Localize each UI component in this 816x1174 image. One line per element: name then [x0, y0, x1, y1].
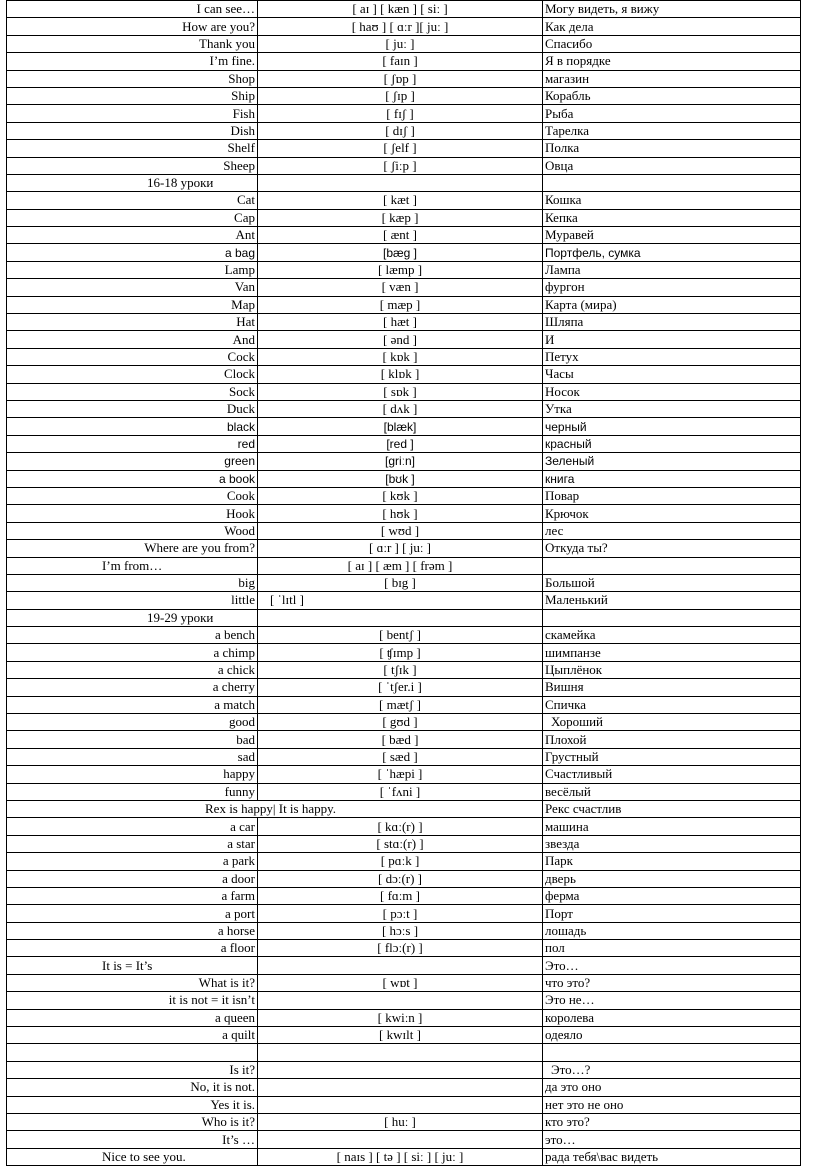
- transcription: [ sæd ]: [258, 748, 543, 765]
- transcription: [258, 1079, 543, 1096]
- english-word: Lamp: [7, 261, 258, 278]
- english-word: Thank you: [7, 35, 258, 52]
- english-word: Is it?: [7, 1061, 258, 1078]
- vocabulary-row: [7, 53, 801, 70]
- russian-translation: Откуда ты?: [543, 540, 801, 557]
- english-word: a match: [7, 696, 258, 713]
- russian-translation: Овца: [543, 157, 801, 174]
- russian-translation: что это?: [543, 974, 801, 991]
- transcription: [ faɪn ]: [258, 53, 543, 70]
- russian-translation: дверь: [543, 870, 801, 887]
- transcription: [ tʃɪk ]: [258, 661, 543, 678]
- transcription: [ wʊd ]: [258, 522, 543, 539]
- vocabulary-row: [7, 1114, 801, 1131]
- transcription: [ dʌk ]: [258, 400, 543, 417]
- russian-translation: Крючок: [543, 505, 801, 522]
- english-word: Hat: [7, 314, 258, 331]
- vocabulary-row: [7, 87, 801, 104]
- vocabulary-row: [7, 800, 801, 817]
- english-word: red: [7, 435, 258, 452]
- russian-translation: Плохой: [543, 731, 801, 748]
- vocabulary-row: [7, 244, 801, 261]
- russian-translation: фургон: [543, 279, 801, 296]
- transcription: [ sɒk ]: [258, 383, 543, 400]
- vocabulary-row: [7, 453, 801, 470]
- vocabulary-row: [7, 540, 801, 557]
- transcription: [bæg ]: [258, 244, 543, 261]
- vocabulary-row: [7, 679, 801, 696]
- transcription: [ klɒk ]: [258, 366, 543, 383]
- english-word: Fish: [7, 105, 258, 122]
- vocabulary-row: [7, 261, 801, 278]
- vocabulary-row: [7, 35, 801, 52]
- russian-translation: Шляпа: [543, 314, 801, 331]
- russian-translation: [543, 1044, 801, 1061]
- russian-translation: это…: [543, 1131, 801, 1148]
- english-word: a star: [7, 835, 258, 852]
- english-word: a cherry: [7, 679, 258, 696]
- russian-translation: лес: [543, 522, 801, 539]
- vocabulary-row: [7, 487, 801, 504]
- russian-translation: И: [543, 331, 801, 348]
- english-word: Cook: [7, 487, 258, 504]
- section-header-row: [7, 609, 801, 626]
- vocabulary-row: [7, 192, 801, 209]
- vocabulary-row: [7, 435, 801, 452]
- vocabulary-row: [7, 1131, 801, 1148]
- russian-translation: Маленький: [543, 592, 801, 609]
- russian-translation: Утка: [543, 400, 801, 417]
- vocabulary-row: [7, 1044, 801, 1061]
- english-word: Cock: [7, 348, 258, 365]
- empty-cell: [543, 174, 801, 191]
- transcription: [ pɔːt ]: [258, 905, 543, 922]
- transcription: [ bɪg ]: [258, 574, 543, 591]
- transcription: [ fɑːm ]: [258, 887, 543, 904]
- transcription: [ hʊk ]: [258, 505, 543, 522]
- russian-translation: Это не…: [543, 992, 801, 1009]
- transcription: [ fɪʃ ]: [258, 105, 543, 122]
- english-word: a chimp: [7, 644, 258, 661]
- vocabulary-row: [7, 922, 801, 939]
- english-word: Map: [7, 296, 258, 313]
- transcription: [blæk]: [258, 418, 543, 435]
- english-word: good: [7, 714, 258, 731]
- transcription: [ ˈtʃer.i ]: [258, 679, 543, 696]
- russian-translation: ферма: [543, 887, 801, 904]
- english-word: Ant: [7, 227, 258, 244]
- vocabulary-row: [7, 853, 801, 870]
- vocabulary-row: [7, 522, 801, 539]
- transcription: [ ʃɒp ]: [258, 70, 543, 87]
- transcription: [ stɑː(r) ]: [258, 835, 543, 852]
- transcription: [258, 1131, 543, 1148]
- russian-translation: Карта (мира): [543, 296, 801, 313]
- russian-translation: Как дела: [543, 18, 801, 35]
- russian-translation: кто это?: [543, 1114, 801, 1131]
- english-phrase: Rex is happy| It is happy.: [7, 800, 543, 817]
- english-word: a car: [7, 818, 258, 835]
- vocabulary-row: [7, 1009, 801, 1026]
- vocabulary-row: [7, 157, 801, 174]
- vocabulary-row: [7, 870, 801, 887]
- english-word: Who is it?: [7, 1114, 258, 1131]
- russian-translation: Петух: [543, 348, 801, 365]
- transcription: [ kæp ]: [258, 209, 543, 226]
- vocabulary-row: [7, 557, 801, 574]
- russian-translation: звезда: [543, 835, 801, 852]
- transcription: [ kɑː(r) ]: [258, 818, 543, 835]
- english-word: Duck: [7, 400, 258, 417]
- vocabulary-table: [6, 0, 801, 1166]
- russian-translation: [543, 557, 801, 574]
- english-word: And: [7, 331, 258, 348]
- russian-translation: одеяло: [543, 1027, 801, 1044]
- vocabulary-row: [7, 122, 801, 139]
- transcription: [ kɒk ]: [258, 348, 543, 365]
- russian-translation: весёлый: [543, 783, 801, 800]
- english-word: a farm: [7, 887, 258, 904]
- vocabulary-row: [7, 400, 801, 417]
- vocabulary-row: [7, 905, 801, 922]
- english-word: bad: [7, 731, 258, 748]
- transcription: [ kʊk ]: [258, 487, 543, 504]
- english-word: a door: [7, 870, 258, 887]
- section-header-row: [7, 174, 801, 191]
- russian-translation: Тарелка: [543, 122, 801, 139]
- transcription: [258, 1096, 543, 1113]
- vocabulary-row: [7, 783, 801, 800]
- russian-translation: королева: [543, 1009, 801, 1026]
- english-word: Cap: [7, 209, 258, 226]
- english-word: funny: [7, 783, 258, 800]
- russian-translation: Это…?: [543, 1061, 801, 1078]
- vocabulary-row: [7, 748, 801, 765]
- english-word: I’m fine.: [7, 53, 258, 70]
- vocabulary-row: [7, 644, 801, 661]
- transcription: [258, 992, 543, 1009]
- vocabulary-row: [7, 818, 801, 835]
- transcription: [258, 1061, 543, 1078]
- english-word: a queen: [7, 1009, 258, 1026]
- english-word: No, it is not.: [7, 1079, 258, 1096]
- transcription: [ ænt ]: [258, 227, 543, 244]
- vocabulary-row: [7, 209, 801, 226]
- vocabulary-row: [7, 331, 801, 348]
- russian-translation: Я в порядке: [543, 53, 801, 70]
- transcription: [ bentʃ ]: [258, 627, 543, 644]
- english-word: How are you?: [7, 18, 258, 35]
- transcription: [ gʊd ]: [258, 714, 543, 731]
- english-word: It’s …: [7, 1131, 258, 1148]
- russian-translation: черный: [543, 418, 801, 435]
- english-word: a port: [7, 905, 258, 922]
- english-word: Sheep: [7, 157, 258, 174]
- transcription: [griːn]: [258, 453, 543, 470]
- vocabulary-row: [7, 279, 801, 296]
- vocabulary-table-body: [7, 1, 801, 1166]
- vocabulary-row: [7, 348, 801, 365]
- russian-translation: Зеленый: [543, 453, 801, 470]
- english-word: Cat: [7, 192, 258, 209]
- english-word: [7, 1044, 258, 1061]
- transcription: [ ʧɪmp ]: [258, 644, 543, 661]
- russian-translation: Цыплёнок: [543, 661, 801, 678]
- vocabulary-row: [7, 70, 801, 87]
- transcription: [ ˈfʌni ]: [258, 783, 543, 800]
- russian-translation: Вишня: [543, 679, 801, 696]
- english-word: Clock: [7, 366, 258, 383]
- transcription: [ ɑːr ] [ juː ]: [258, 540, 543, 557]
- english-word: Ship: [7, 87, 258, 104]
- vocabulary-row: [7, 383, 801, 400]
- english-word: black: [7, 418, 258, 435]
- transcription: [ dɪʃ ]: [258, 122, 543, 139]
- russian-translation: да это оно: [543, 1079, 801, 1096]
- transcription: [ ʃiːp ]: [258, 157, 543, 174]
- russian-translation: нет это не оно: [543, 1096, 801, 1113]
- vocabulary-row: [7, 714, 801, 731]
- russian-translation: Спасибо: [543, 35, 801, 52]
- english-word: a park: [7, 853, 258, 870]
- vocabulary-row: [7, 1061, 801, 1078]
- vocabulary-row: [7, 731, 801, 748]
- english-word: a bench: [7, 627, 258, 644]
- vocabulary-row: [7, 592, 801, 609]
- english-word: It is = It’s: [7, 957, 258, 974]
- russian-translation: машина: [543, 818, 801, 835]
- english-word: little: [7, 592, 258, 609]
- vocabulary-row: [7, 766, 801, 783]
- english-word: sad: [7, 748, 258, 765]
- transcription: [ væn ]: [258, 279, 543, 296]
- transcription: [258, 1044, 543, 1061]
- english-word: green: [7, 453, 258, 470]
- vocabulary-row: [7, 1096, 801, 1113]
- vocabulary-row: [7, 227, 801, 244]
- russian-translation: Рекс счастлив: [543, 800, 801, 817]
- empty-cell: [543, 609, 801, 626]
- vocabulary-row: [7, 887, 801, 904]
- section-header: 19-29 уроки: [7, 609, 258, 626]
- english-word: Shelf: [7, 140, 258, 157]
- transcription: [ ˈhæpi ]: [258, 766, 543, 783]
- russian-translation: шимпанзе: [543, 644, 801, 661]
- russian-translation: Грустный: [543, 748, 801, 765]
- transcription: [ flɔː(r) ]: [258, 940, 543, 957]
- transcription: [ bæd ]: [258, 731, 543, 748]
- vocabulary-row: [7, 940, 801, 957]
- english-word: a quilt: [7, 1027, 258, 1044]
- transcription: [ kæt ]: [258, 192, 543, 209]
- vocabulary-row: [7, 835, 801, 852]
- transcription: [ pɑːk ]: [258, 853, 543, 870]
- transcription: [ huː ]: [258, 1114, 543, 1131]
- russian-translation: Рыба: [543, 105, 801, 122]
- vocabulary-row: [7, 314, 801, 331]
- transcription: [bʊk ]: [258, 470, 543, 487]
- english-word: Hook: [7, 505, 258, 522]
- transcription: [ wɒt ]: [258, 974, 543, 991]
- transcription: [ mætʃ ]: [258, 696, 543, 713]
- english-word: Van: [7, 279, 258, 296]
- vocabulary-row: [7, 105, 801, 122]
- russian-translation: Носок: [543, 383, 801, 400]
- russian-translation: Счастливый: [543, 766, 801, 783]
- vocabulary-row: [7, 627, 801, 644]
- russian-translation: Порт: [543, 905, 801, 922]
- english-word: What is it?: [7, 974, 258, 991]
- vocabulary-row: [7, 696, 801, 713]
- transcription: [ hæt ]: [258, 314, 543, 331]
- english-word: Yes it is.: [7, 1096, 258, 1113]
- vocabulary-row: [7, 140, 801, 157]
- transcription: [ mæp ]: [258, 296, 543, 313]
- russian-translation: Кепка: [543, 209, 801, 226]
- transcription: [ dɔː(r) ]: [258, 870, 543, 887]
- english-word: Nice to see you.: [7, 1148, 258, 1165]
- russian-translation: Хороший: [543, 714, 801, 731]
- russian-translation: Это…: [543, 957, 801, 974]
- transcription: [ kwɪlt ]: [258, 1027, 543, 1044]
- vocabulary-row: [7, 1, 801, 18]
- russian-translation: Повар: [543, 487, 801, 504]
- russian-translation: книга: [543, 470, 801, 487]
- english-word: I’m from…: [7, 557, 258, 574]
- transcription: [ læmp ]: [258, 261, 543, 278]
- russian-translation: Могу видеть, я вижу: [543, 1, 801, 18]
- english-word: it is not = it isn’t: [7, 992, 258, 1009]
- russian-translation: Спичка: [543, 696, 801, 713]
- russian-translation: Большой: [543, 574, 801, 591]
- vocabulary-row: [7, 296, 801, 313]
- english-word: Dish: [7, 122, 258, 139]
- russian-translation: Корабль: [543, 87, 801, 104]
- russian-translation: скамейка: [543, 627, 801, 644]
- english-word: Sock: [7, 383, 258, 400]
- transcription: [ aɪ ] [ kæn ] [ siː ]: [258, 1, 543, 18]
- russian-translation: Муравей: [543, 227, 801, 244]
- empty-cell: [258, 174, 543, 191]
- russian-translation: Лампа: [543, 261, 801, 278]
- vocabulary-row: [7, 366, 801, 383]
- vocabulary-row: [7, 992, 801, 1009]
- english-word: a horse: [7, 922, 258, 939]
- russian-translation: красный: [543, 435, 801, 452]
- vocabulary-row: [7, 661, 801, 678]
- vocabulary-row: [7, 957, 801, 974]
- vocabulary-row: [7, 1079, 801, 1096]
- transcription: [ ʃelf ]: [258, 140, 543, 157]
- russian-translation: Парк: [543, 853, 801, 870]
- english-word: a floor: [7, 940, 258, 957]
- russian-translation: рада тебя\вас видеть: [543, 1148, 801, 1165]
- russian-translation: пол: [543, 940, 801, 957]
- russian-translation: Кошка: [543, 192, 801, 209]
- vocabulary-row: [7, 574, 801, 591]
- transcription: [ hɔːs ]: [258, 922, 543, 939]
- vocabulary-row: [7, 1027, 801, 1044]
- transcription: [red ]: [258, 435, 543, 452]
- transcription: [ naɪs ] [ tə ] [ siː ] [ juː ]: [258, 1148, 543, 1165]
- russian-translation: Полка: [543, 140, 801, 157]
- russian-translation: Часы: [543, 366, 801, 383]
- vocabulary-row: [7, 470, 801, 487]
- vocabulary-row: [7, 1148, 801, 1165]
- english-word: Shop: [7, 70, 258, 87]
- empty-cell: [258, 609, 543, 626]
- vocabulary-row: [7, 18, 801, 35]
- section-header: 16-18 уроки: [7, 174, 258, 191]
- english-word: a bag: [7, 244, 258, 261]
- english-word: happy: [7, 766, 258, 783]
- transcription: [258, 957, 543, 974]
- english-word: Where are you from?: [7, 540, 258, 557]
- transcription: [ haʊ ] [ ɑːr ][ juː ]: [258, 18, 543, 35]
- english-word: a chick: [7, 661, 258, 678]
- transcription: [ aɪ ] [ æm ] [ frəm ]: [258, 557, 543, 574]
- english-word: a book: [7, 470, 258, 487]
- transcription: [ kwiːn ]: [258, 1009, 543, 1026]
- transcription: [ ˈlɪtl ]: [258, 592, 543, 609]
- english-word: Wood: [7, 522, 258, 539]
- english-word: I can see…: [7, 1, 258, 18]
- russian-translation: Портфель, сумка: [543, 244, 801, 261]
- transcription: [ ənd ]: [258, 331, 543, 348]
- russian-translation: лошадь: [543, 922, 801, 939]
- vocabulary-row: [7, 974, 801, 991]
- english-word: big: [7, 574, 258, 591]
- vocabulary-row: [7, 418, 801, 435]
- vocabulary-row: [7, 505, 801, 522]
- russian-translation: магазин: [543, 70, 801, 87]
- transcription: [ ʃɪp ]: [258, 87, 543, 104]
- transcription: [ juː ]: [258, 35, 543, 52]
